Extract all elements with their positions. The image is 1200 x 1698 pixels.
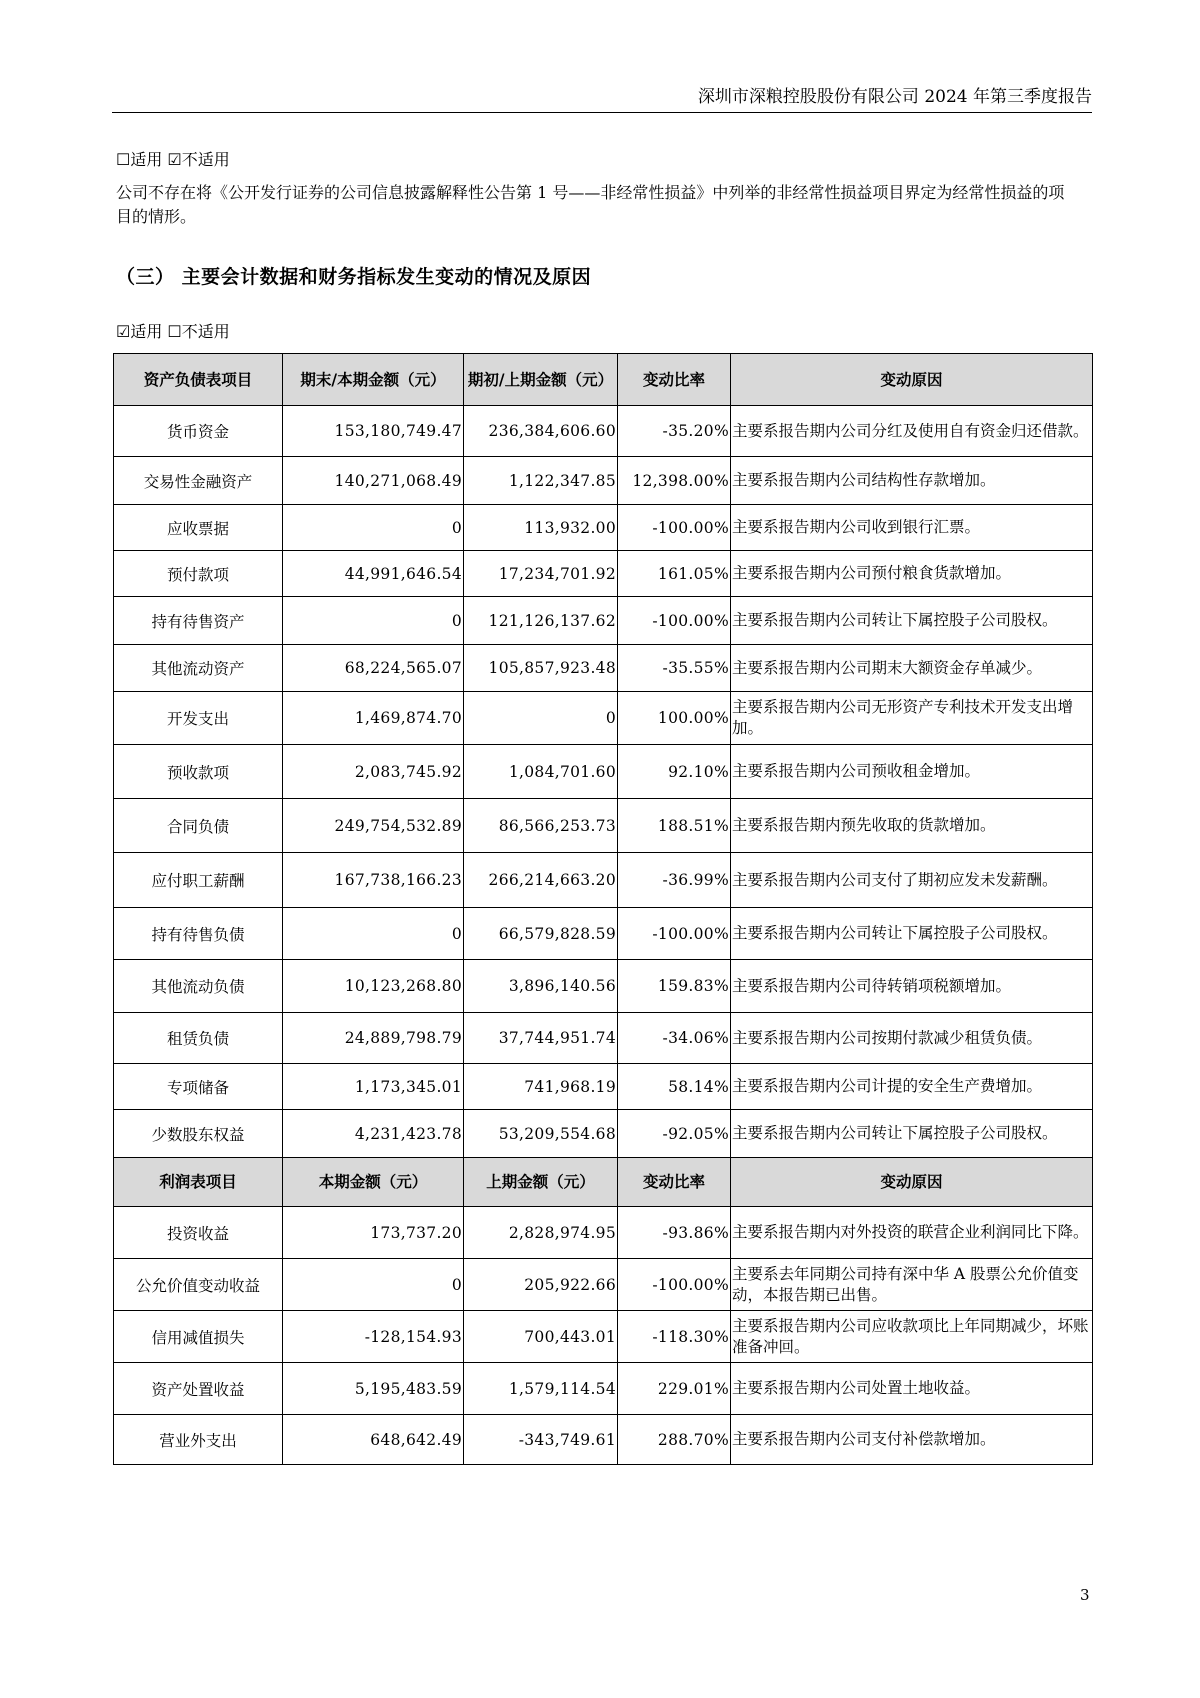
table-row: [114, 908, 1093, 960]
row-item: 开发支出: [114, 692, 283, 745]
prior-amount: 121,126,137.62: [464, 597, 618, 645]
current-amount: 1,173,345.01: [283, 1064, 464, 1110]
row-item: 其他流动资产: [114, 645, 283, 692]
change-ratio: -93.86%: [618, 1207, 731, 1259]
change-ratio: 58.14%: [618, 1064, 731, 1110]
section-checkbox-line: ☑适用 ☐不适用: [116, 322, 230, 341]
column-header: 变动比率: [618, 1158, 731, 1207]
row-item: 应付职工薪酬: [114, 853, 283, 908]
column-header: 变动原因: [731, 354, 1093, 406]
row-item: 应收票据: [114, 505, 283, 551]
change-reason: 主要系报告期内公司处置土地收益。: [731, 1363, 1093, 1415]
prior-amount: 86,566,253.73: [464, 799, 618, 853]
change-reason: 主要系报告期内公司转让下属控股子公司股权。: [731, 597, 1093, 645]
prior-amount: 2,828,974.95: [464, 1207, 618, 1259]
change-reason: 主要系报告期内公司预付粮食货款增加。: [731, 551, 1093, 597]
current-amount: 24,889,798.79: [283, 1013, 464, 1064]
row-item: 合同负债: [114, 799, 283, 853]
table-row: [114, 1207, 1093, 1259]
prior-amount: 37,744,951.74: [464, 1013, 618, 1064]
column-header: 变动比率: [618, 354, 731, 406]
current-amount: 167,738,166.23: [283, 853, 464, 908]
current-amount: 249,754,532.89: [283, 799, 464, 853]
page-number: 3: [1080, 1586, 1090, 1604]
row-item: 其他流动负债: [114, 960, 283, 1013]
current-amount: 140,271,068.49: [283, 457, 464, 505]
table-row: [114, 1064, 1093, 1110]
prior-amount: 266,214,663.20: [464, 853, 618, 908]
table-row: [114, 1363, 1093, 1415]
table-row: [114, 597, 1093, 645]
prior-amount: 113,932.00: [464, 505, 618, 551]
section-title: （三） 主要会计数据和财务指标发生变动的情况及原因: [116, 266, 592, 288]
change-ratio: 288.70%: [618, 1415, 731, 1465]
change-reason: 主要系报告期内公司转让下属控股子公司股权。: [731, 908, 1093, 960]
current-amount: 648,642.49: [283, 1415, 464, 1465]
change-reason: 主要系报告期内对外投资的联营企业利润同比下降。: [731, 1207, 1093, 1259]
prior-amount: 1,084,701.60: [464, 745, 618, 799]
row-item: 营业外支出: [114, 1415, 283, 1465]
current-amount: 4,231,423.78: [283, 1110, 464, 1158]
current-amount: 173,737.20: [283, 1207, 464, 1259]
prior-amount: 741,968.19: [464, 1064, 618, 1110]
prior-amount: 1,122,347.85: [464, 457, 618, 505]
nonrecurring-checkbox-line: ☐适用 ☑不适用: [116, 150, 230, 169]
table-row: [114, 1415, 1093, 1465]
current-amount: 44,991,646.54: [283, 551, 464, 597]
change-ratio: -34.06%: [618, 1013, 731, 1064]
current-amount: 0: [283, 597, 464, 645]
prior-amount: 205,922.66: [464, 1259, 618, 1311]
table-row: [114, 745, 1093, 799]
change-ratio: -100.00%: [618, 597, 731, 645]
change-reason: 主要系报告期内公司无形资产专利技术开发支出增加。: [731, 692, 1093, 745]
column-header: 期初/上期金额（元）: [464, 354, 618, 406]
prior-amount: 17,234,701.92: [464, 551, 618, 597]
current-amount: 68,224,565.07: [283, 645, 464, 692]
change-ratio: -35.55%: [618, 645, 731, 692]
change-ratio: 229.01%: [618, 1363, 731, 1415]
row-item: 专项储备: [114, 1064, 283, 1110]
change-ratio: -35.20%: [618, 406, 731, 457]
row-item: 持有待售资产: [114, 597, 283, 645]
change-reason: 主要系报告期内公司应收款项比上年同期减少，坏账准备冲回。: [731, 1311, 1093, 1363]
change-ratio: -36.99%: [618, 853, 731, 908]
table-row: [114, 1259, 1093, 1311]
table-row: [114, 692, 1093, 745]
change-ratio: -118.30%: [618, 1311, 731, 1363]
change-ratio: 161.05%: [618, 551, 731, 597]
change-reason: 主要系报告期内公司计提的安全生产费增加。: [731, 1064, 1093, 1110]
current-amount: 0: [283, 505, 464, 551]
change-ratio: -100.00%: [618, 1259, 731, 1311]
change-reason: 主要系报告期内公司结构性存款增加。: [731, 457, 1093, 505]
change-ratio: -100.00%: [618, 908, 731, 960]
row-item: 持有待售负债: [114, 908, 283, 960]
current-amount: 5,195,483.59: [283, 1363, 464, 1415]
change-ratio: 92.10%: [618, 745, 731, 799]
change-ratio: 188.51%: [618, 799, 731, 853]
table-row: [114, 457, 1093, 505]
table-row: [114, 505, 1093, 551]
row-item: 投资收益: [114, 1207, 283, 1259]
change-ratio: -92.05%: [618, 1110, 731, 1158]
row-item: 信用减值损失: [114, 1311, 283, 1363]
column-header: 本期金额（元）: [283, 1158, 464, 1207]
row-item: 少数股东权益: [114, 1110, 283, 1158]
report-header: 深圳市深粮控股股份有限公司 2024 年第三季度报告: [112, 86, 1092, 113]
table-header-row: [114, 354, 1093, 406]
change-ratio: -100.00%: [618, 505, 731, 551]
column-header: 期末/本期金额（元）: [283, 354, 464, 406]
prior-amount: 0: [464, 692, 618, 745]
change-reason: 主要系去年同期公司持有深中华 A 股票公允价值变动，本报告期已出售。: [731, 1259, 1093, 1311]
change-reason: 主要系报告期内公司支付了期初应发未发薪酬。: [731, 853, 1093, 908]
change-table: [113, 353, 1093, 1465]
row-item: 预收款项: [114, 745, 283, 799]
table-row: [114, 1013, 1093, 1064]
prior-amount: 105,857,923.48: [464, 645, 618, 692]
row-item: 资产处置收益: [114, 1363, 283, 1415]
row-item: 交易性金融资产: [114, 457, 283, 505]
table-row: [114, 853, 1093, 908]
current-amount: 10,123,268.80: [283, 960, 464, 1013]
prior-amount: 3,896,140.56: [464, 960, 618, 1013]
nonrecurring-statement: 公司不存在将《公开发行证券的公司信息披露解释性公告第 1 号——非经常性损益》中列举的非经常性损益项目界定为经常性损益的项目的情形。: [116, 183, 1065, 226]
change-reason: 主要系报告期内公司分红及使用自有资金归还借款。: [731, 406, 1093, 457]
prior-amount: 1,579,114.54: [464, 1363, 618, 1415]
current-amount: 0: [283, 1259, 464, 1311]
column-header: 上期金额（元）: [464, 1158, 618, 1207]
current-amount: 1,469,874.70: [283, 692, 464, 745]
change-ratio: 159.83%: [618, 960, 731, 1013]
table-row: [114, 406, 1093, 457]
row-item: 租赁负债: [114, 1013, 283, 1064]
current-amount: 0: [283, 908, 464, 960]
table-row: [114, 1110, 1093, 1158]
row-item: 公允价值变动收益: [114, 1259, 283, 1311]
change-reason: 主要系报告期内公司收到银行汇票。: [731, 505, 1093, 551]
change-reason: 主要系报告期内预先收取的货款增加。: [731, 799, 1093, 853]
change-reason: 主要系报告期内公司转让下属控股子公司股权。: [731, 1110, 1093, 1158]
table-row: [114, 960, 1093, 1013]
change-reason: 主要系报告期内公司按期付款减少租赁负债。: [731, 1013, 1093, 1064]
table-row: [114, 645, 1093, 692]
table-row: [114, 551, 1093, 597]
table-header-row: [114, 1158, 1093, 1207]
prior-amount: 236,384,606.60: [464, 406, 618, 457]
table-row: [114, 799, 1093, 853]
prior-amount: 66,579,828.59: [464, 908, 618, 960]
current-amount: 153,180,749.47: [283, 406, 464, 457]
prior-amount: -343,749.61: [464, 1415, 618, 1465]
column-header: 利润表项目: [114, 1158, 283, 1207]
change-reason: 主要系报告期内公司预收租金增加。: [731, 745, 1093, 799]
change-ratio: 100.00%: [618, 692, 731, 745]
table-row: [114, 1311, 1093, 1363]
change-reason: 主要系报告期内公司支付补偿款增加。: [731, 1415, 1093, 1465]
column-header: 资产负债表项目: [114, 354, 283, 406]
change-ratio: 12,398.00%: [618, 457, 731, 505]
change-reason: 主要系报告期内公司待转销项税额增加。: [731, 960, 1093, 1013]
row-item: 预付款项: [114, 551, 283, 597]
column-header: 变动原因: [731, 1158, 1093, 1207]
current-amount: -128,154.93: [283, 1311, 464, 1363]
row-item: 货币资金: [114, 406, 283, 457]
prior-amount: 700,443.01: [464, 1311, 618, 1363]
change-reason: 主要系报告期内公司期末大额资金存单减少。: [731, 645, 1093, 692]
current-amount: 2,083,745.92: [283, 745, 464, 799]
prior-amount: 53,209,554.68: [464, 1110, 618, 1158]
